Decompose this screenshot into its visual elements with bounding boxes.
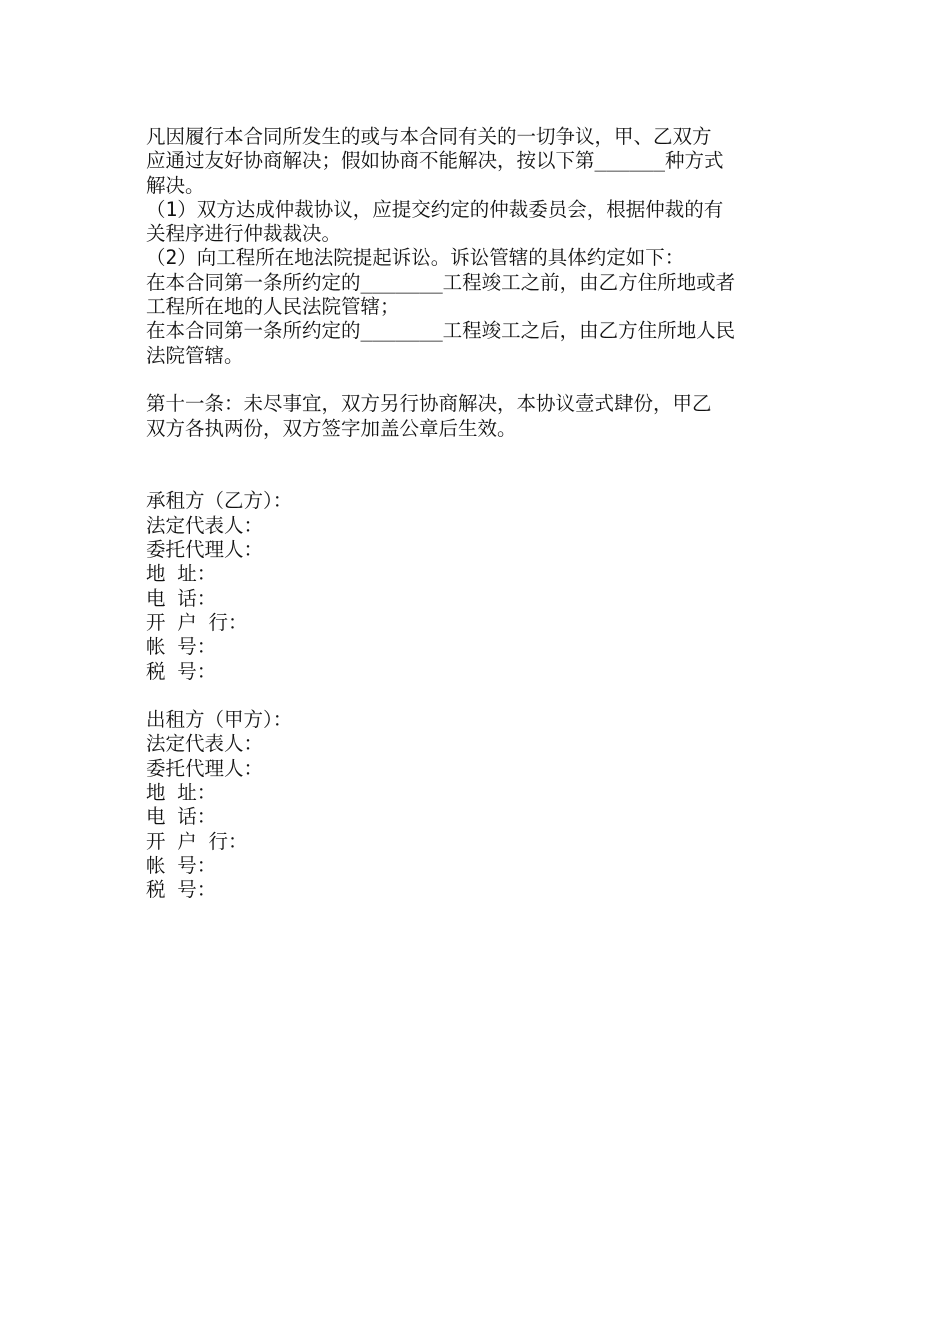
dispute-clause-line: 应通过友好协商解决；假如协商不能解决，按以下第______种方式 (146, 149, 724, 173)
lessor-bank-field: 开 户 行： (146, 829, 248, 853)
lessor-signature-block (146, 708, 816, 902)
lessee-title: 承租方（乙方）： (146, 489, 293, 513)
spacer (146, 684, 816, 708)
litigation-detail-line: 工程所在地的人民法院管辖； (146, 295, 400, 319)
litigation-detail-line: 在本合同第一条所约定的_______工程竣工之前，由乙方住所地或者 (146, 270, 736, 294)
lessor-title: 出租方（甲方）： (146, 708, 293, 732)
article-11-line: 双方各执两份，双方签字加盖公章后生效。 (146, 416, 517, 440)
lessee-bank-field: 开 户 行： (146, 610, 248, 634)
dispute-clause-line: 解决。 (146, 173, 205, 197)
arbitration-option-line: （1）双方达成仲裁协议，应提交约定的仲裁委员会，根据仲裁的有 (146, 197, 724, 221)
lessor-address-field: 地 址： (146, 781, 217, 805)
lessee-signature-block (146, 489, 816, 683)
lessee-legal-rep-field: 法定代表人： (146, 513, 264, 537)
dispute-clause-line: 凡因履行本合同所发生的或与本合同有关的一切争议，甲、乙双方 (146, 125, 712, 148)
arbitration-option-line: 关程序进行仲裁裁决。 (146, 222, 342, 246)
dispute-clause (146, 125, 816, 368)
document-body (146, 125, 816, 903)
litigation-detail-line: 法院管辖。 (146, 343, 244, 367)
lessee-tax-id-field: 税 号： (146, 659, 217, 683)
lessee-agent-field: 委托代理人： (146, 538, 264, 562)
article-11-line: 第十一条：未尽事宜，双方另行协商解决，本协议壹式肆份，甲乙 (146, 392, 712, 416)
lessor-tax-id-field: 税 号： (146, 878, 217, 902)
lessor-account-field: 帐 号： (146, 853, 217, 877)
lessee-phone-field: 电 话： (146, 586, 217, 610)
litigation-detail-line: 在本合同第一条所约定的_______工程竣工之后，由乙方住所地人民 (146, 319, 736, 343)
spacer (146, 441, 816, 465)
lessor-phone-field: 电 话： (146, 805, 217, 829)
litigation-option-line: （2）向工程所在地法院提起诉讼。诉讼管辖的具体约定如下： (146, 246, 685, 270)
spacer (146, 465, 816, 489)
lessee-account-field: 帐 号： (146, 635, 217, 659)
lessor-legal-rep-field: 法定代表人： (146, 732, 264, 756)
lessor-agent-field: 委托代理人： (146, 756, 264, 780)
lessee-address-field: 地 址： (146, 562, 217, 586)
article-11 (146, 392, 816, 441)
spacer (146, 368, 816, 392)
